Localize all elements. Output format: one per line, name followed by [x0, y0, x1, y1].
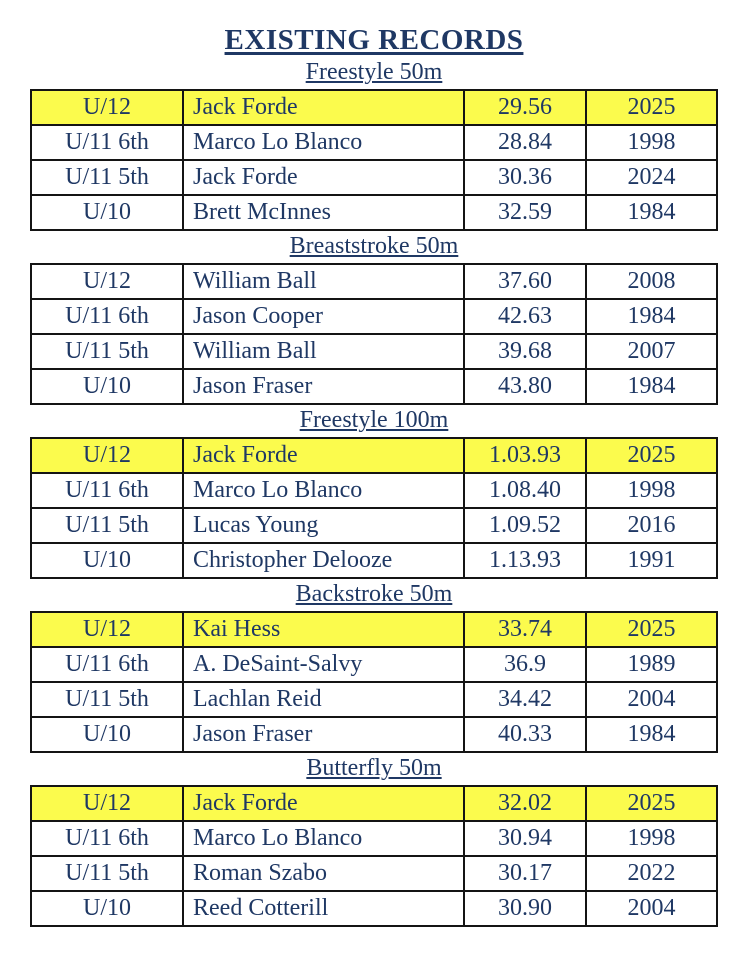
swimmer-name-cell: Lachlan Reid: [183, 682, 464, 717]
swimmer-name-cell: Marco Lo Blanco: [183, 125, 464, 160]
age-group-cell: U/12: [31, 612, 183, 647]
time-cell: 30.36: [464, 160, 586, 195]
time-cell: 37.60: [464, 264, 586, 299]
time-cell: 42.63: [464, 299, 586, 334]
records-table: [30, 263, 718, 405]
swimmer-name-cell: Jason Fraser: [183, 717, 464, 752]
record-row: [31, 264, 717, 299]
year-cell: 2022: [586, 856, 717, 891]
age-group-cell: U/12: [31, 90, 183, 125]
year-cell: 1984: [586, 717, 717, 752]
year-cell: 2025: [586, 786, 717, 821]
year-cell: 1989: [586, 647, 717, 682]
age-group-cell: U/12: [31, 438, 183, 473]
record-row: [31, 856, 717, 891]
records-table-body: [31, 438, 717, 578]
record-row-highlighted: [31, 90, 717, 125]
record-section: [0, 59, 748, 231]
sections-container: [0, 59, 748, 927]
age-group-cell: U/12: [31, 786, 183, 821]
records-table: [30, 611, 718, 753]
time-cell: 1.09.52: [464, 508, 586, 543]
age-group-cell: U/11 6th: [31, 473, 183, 508]
time-cell: 32.59: [464, 195, 586, 230]
age-group-cell: U/11 6th: [31, 299, 183, 334]
time-cell: 40.33: [464, 717, 586, 752]
year-cell: 2025: [586, 438, 717, 473]
record-row: [31, 369, 717, 404]
age-group-cell: U/10: [31, 717, 183, 752]
record-row: [31, 543, 717, 578]
swimmer-name-cell: William Ball: [183, 334, 464, 369]
age-group-cell: U/11 5th: [31, 334, 183, 369]
time-cell: 30.90: [464, 891, 586, 926]
year-cell: 2025: [586, 612, 717, 647]
age-group-cell: U/11 5th: [31, 160, 183, 195]
year-cell: 1984: [586, 369, 717, 404]
swimmer-name-cell: Christopher Delooze: [183, 543, 464, 578]
section-heading: Backstroke 50m: [295, 581, 453, 607]
swimmer-name-cell: A. DeSaint-Salvy: [183, 647, 464, 682]
record-row: [31, 891, 717, 926]
record-row: [31, 334, 717, 369]
swimmer-name-cell: William Ball: [183, 264, 464, 299]
swimmer-name-cell: Roman Szabo: [183, 856, 464, 891]
records-table-body: [31, 786, 717, 926]
year-cell: 2004: [586, 682, 717, 717]
year-cell: 2024: [586, 160, 717, 195]
record-row: [31, 821, 717, 856]
time-cell: 34.42: [464, 682, 586, 717]
record-row: [31, 299, 717, 334]
record-row: [31, 473, 717, 508]
section-heading: Butterfly 50m: [306, 755, 442, 781]
records-table-body: [31, 264, 717, 404]
time-cell: 1.13.93: [464, 543, 586, 578]
year-cell: 1998: [586, 473, 717, 508]
record-row-highlighted: [31, 438, 717, 473]
time-cell: 30.94: [464, 821, 586, 856]
swimmer-name-cell: Lucas Young: [183, 508, 464, 543]
time-cell: 1.03.93: [464, 438, 586, 473]
record-section: [0, 581, 748, 753]
time-cell: 33.74: [464, 612, 586, 647]
year-cell: 2004: [586, 891, 717, 926]
year-cell: 2008: [586, 264, 717, 299]
age-group-cell: U/11 6th: [31, 821, 183, 856]
time-cell: 32.02: [464, 786, 586, 821]
swimmer-name-cell: Marco Lo Blanco: [183, 821, 464, 856]
swimmer-name-cell: Marco Lo Blanco: [183, 473, 464, 508]
age-group-cell: U/11 5th: [31, 508, 183, 543]
year-cell: 2025: [586, 90, 717, 125]
record-row: [31, 125, 717, 160]
record-section: [0, 407, 748, 579]
time-cell: 39.68: [464, 334, 586, 369]
records-table: [30, 437, 718, 579]
time-cell: 28.84: [464, 125, 586, 160]
year-cell: 1984: [586, 195, 717, 230]
year-cell: 1984: [586, 299, 717, 334]
year-cell: 1991: [586, 543, 717, 578]
section-heading: Breaststroke 50m: [289, 233, 459, 259]
time-cell: 1.08.40: [464, 473, 586, 508]
age-group-cell: U/10: [31, 369, 183, 404]
record-row: [31, 682, 717, 717]
records-table-body: [31, 612, 717, 752]
age-group-cell: U/11 6th: [31, 647, 183, 682]
page-title: EXISTING RECORDS: [224, 24, 524, 56]
swimmer-name-cell: Kai Hess: [183, 612, 464, 647]
records-table: [30, 89, 718, 231]
time-cell: 36.9: [464, 647, 586, 682]
record-row-highlighted: [31, 786, 717, 821]
year-cell: 1998: [586, 821, 717, 856]
section-heading: Freestyle 100m: [299, 407, 449, 433]
age-group-cell: U/10: [31, 891, 183, 926]
record-row: [31, 647, 717, 682]
record-row: [31, 508, 717, 543]
year-cell: 2016: [586, 508, 717, 543]
swimmer-name-cell: Brett McInnes: [183, 195, 464, 230]
age-group-cell: U/10: [31, 543, 183, 578]
age-group-cell: U/11 6th: [31, 125, 183, 160]
swimmer-name-cell: Jason Cooper: [183, 299, 464, 334]
swimmer-name-cell: Jack Forde: [183, 90, 464, 125]
record-section: [0, 755, 748, 927]
records-table-body: [31, 90, 717, 230]
time-cell: 43.80: [464, 369, 586, 404]
swimmer-name-cell: Jack Forde: [183, 160, 464, 195]
swimmer-name-cell: Jack Forde: [183, 438, 464, 473]
swimmer-name-cell: Jason Fraser: [183, 369, 464, 404]
record-row: [31, 160, 717, 195]
age-group-cell: U/10: [31, 195, 183, 230]
record-row: [31, 717, 717, 752]
year-cell: 2007: [586, 334, 717, 369]
record-row-highlighted: [31, 612, 717, 647]
time-cell: 30.17: [464, 856, 586, 891]
age-group-cell: U/12: [31, 264, 183, 299]
record-section: [0, 233, 748, 405]
time-cell: 29.56: [464, 90, 586, 125]
swimmer-name-cell: Reed Cotterill: [183, 891, 464, 926]
year-cell: 1998: [586, 125, 717, 160]
section-heading: Freestyle 50m: [305, 59, 443, 85]
records-table: [30, 785, 718, 927]
swimmer-name-cell: Jack Forde: [183, 786, 464, 821]
age-group-cell: U/11 5th: [31, 682, 183, 717]
age-group-cell: U/11 5th: [31, 856, 183, 891]
record-row: [31, 195, 717, 230]
